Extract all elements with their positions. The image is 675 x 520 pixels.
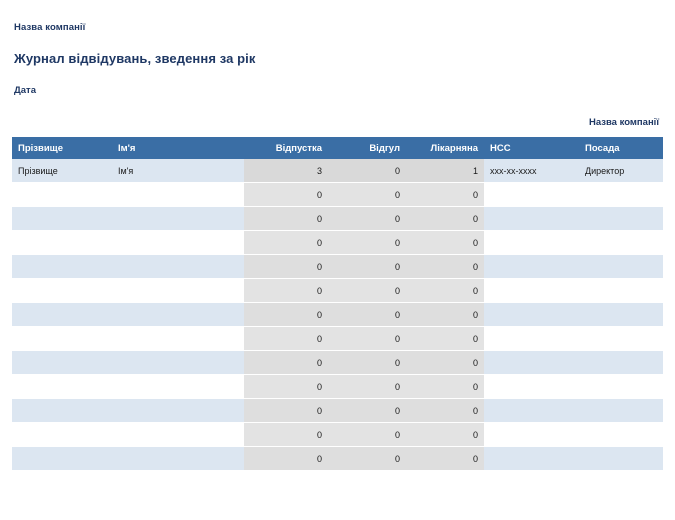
table-row[interactable] (12, 351, 663, 375)
cell-surname[interactable] (12, 399, 112, 423)
table-row[interactable] (12, 231, 663, 255)
column-header-vacation[interactable]: Відпустка (244, 137, 328, 159)
cell-position[interactable] (579, 423, 663, 447)
cell-timeoff[interactable]: 0 (328, 447, 406, 471)
cell-vacation[interactable]: 0 (244, 423, 328, 447)
cell-vacation[interactable]: 0 (244, 327, 328, 351)
table-row[interactable] (12, 183, 663, 207)
cell-ssn[interactable] (484, 375, 579, 399)
cell-vacation[interactable]: 3 (244, 159, 328, 183)
column-header-position[interactable]: Посада (579, 137, 663, 159)
company-name-top: Назва компанії (14, 22, 86, 33)
cell-surname[interactable] (12, 183, 112, 207)
cell-sick[interactable]: 0 (406, 231, 484, 255)
column-header-name[interactable]: Ім'я (112, 137, 244, 159)
cell-timeoff[interactable]: 0 (328, 279, 406, 303)
column-header-sick[interactable]: Лікарняна (406, 137, 484, 159)
cell-name[interactable] (112, 231, 244, 255)
cell-timeoff[interactable]: 0 (328, 423, 406, 447)
cell-sick[interactable]: 0 (406, 255, 484, 279)
cell-timeoff[interactable]: 0 (328, 231, 406, 255)
cell-name[interactable] (112, 183, 244, 207)
cell-sick[interactable]: 0 (406, 207, 484, 231)
table-row[interactable] (12, 375, 663, 399)
cell-timeoff[interactable]: 0 (328, 159, 406, 183)
cell-surname[interactable] (12, 303, 112, 327)
cell-ssn[interactable] (484, 423, 579, 447)
page-title: Журнал відвідувань, зведення за рік (14, 51, 256, 66)
cell-ssn[interactable] (484, 447, 579, 471)
cell-name[interactable] (112, 447, 244, 471)
company-name-right: Назва компанії (588, 117, 659, 128)
cell-sick[interactable]: 0 (406, 423, 484, 447)
cell-sick[interactable]: 0 (406, 303, 484, 327)
table-header-row (12, 137, 663, 159)
cell-timeoff[interactable]: 0 (328, 375, 406, 399)
cell-position[interactable] (579, 303, 663, 327)
date-label: Дата (14, 85, 36, 96)
cell-surname[interactable] (12, 255, 112, 279)
cell-sick[interactable]: 0 (406, 279, 484, 303)
cell-vacation[interactable]: 0 (244, 279, 328, 303)
cell-vacation[interactable]: 0 (244, 255, 328, 279)
cell-surname[interactable] (12, 327, 112, 351)
cell-name[interactable] (112, 423, 244, 447)
table-row[interactable] (12, 159, 663, 183)
table-row[interactable] (12, 303, 663, 327)
cell-ssn[interactable] (484, 327, 579, 351)
cell-ssn[interactable]: xxx-xx-xxxx (484, 159, 579, 183)
cell-ssn[interactable] (484, 303, 579, 327)
cell-timeoff[interactable]: 0 (328, 327, 406, 351)
table-row[interactable] (12, 279, 663, 303)
cell-ssn[interactable] (484, 207, 579, 231)
cell-timeoff[interactable]: 0 (328, 207, 406, 231)
cell-ssn[interactable] (484, 255, 579, 279)
cell-sick[interactable]: 0 (406, 447, 484, 471)
cell-position[interactable] (579, 375, 663, 399)
cell-position[interactable] (579, 255, 663, 279)
cell-timeoff[interactable]: 0 (328, 399, 406, 423)
cell-vacation[interactable]: 0 (244, 231, 328, 255)
table-row[interactable] (12, 423, 663, 447)
cell-ssn[interactable] (484, 231, 579, 255)
table-header (12, 137, 663, 159)
cell-position[interactable] (579, 231, 663, 255)
cell-name[interactable] (112, 207, 244, 231)
table-row[interactable] (12, 327, 663, 351)
cell-name[interactable]: Ім'я (112, 159, 244, 183)
table-body (12, 159, 663, 471)
cell-ssn[interactable] (484, 351, 579, 375)
table-row[interactable] (12, 447, 663, 471)
cell-timeoff[interactable]: 0 (328, 255, 406, 279)
column-header-timeoff[interactable]: Відгул (328, 137, 406, 159)
cell-vacation[interactable]: 0 (244, 303, 328, 327)
cell-timeoff[interactable]: 0 (328, 303, 406, 327)
cell-sick[interactable]: 1 (406, 159, 484, 183)
cell-vacation[interactable]: 0 (244, 447, 328, 471)
cell-vacation[interactable]: 0 (244, 351, 328, 375)
cell-vacation[interactable]: 0 (244, 183, 328, 207)
cell-surname[interactable] (12, 279, 112, 303)
column-header-ssn[interactable]: НСС (484, 137, 579, 159)
cell-sick[interactable]: 0 (406, 351, 484, 375)
cell-position[interactable] (579, 207, 663, 231)
cell-sick[interactable]: 0 (406, 327, 484, 351)
cell-name[interactable] (112, 351, 244, 375)
column-header-surname[interactable]: Прізвище (12, 137, 112, 159)
cell-surname[interactable] (12, 375, 112, 399)
cell-sick[interactable]: 0 (406, 375, 484, 399)
cell-surname[interactable] (12, 351, 112, 375)
table-row[interactable] (12, 207, 663, 231)
attendance-table (12, 137, 663, 471)
cell-name[interactable] (112, 255, 244, 279)
cell-ssn[interactable] (484, 183, 579, 207)
cell-surname[interactable] (12, 447, 112, 471)
cell-surname[interactable] (12, 207, 112, 231)
cell-timeoff[interactable]: 0 (328, 183, 406, 207)
cell-ssn[interactable] (484, 279, 579, 303)
table-row[interactable] (12, 255, 663, 279)
cell-position[interactable] (579, 399, 663, 423)
cell-position[interactable] (579, 279, 663, 303)
cell-ssn[interactable] (484, 399, 579, 423)
cell-position[interactable]: Директор (579, 159, 663, 183)
cell-name[interactable] (112, 399, 244, 423)
cell-position[interactable] (579, 447, 663, 471)
cell-name[interactable] (112, 375, 244, 399)
cell-vacation[interactable]: 0 (244, 375, 328, 399)
cell-vacation[interactable]: 0 (244, 399, 328, 423)
cell-name[interactable] (112, 327, 244, 351)
cell-vacation[interactable]: 0 (244, 207, 328, 231)
cell-position[interactable] (579, 351, 663, 375)
cell-name[interactable] (112, 279, 244, 303)
cell-surname[interactable]: Прізвище (12, 159, 112, 183)
cell-sick[interactable]: 0 (406, 399, 484, 423)
table-row[interactable] (12, 399, 663, 423)
cell-name[interactable] (112, 303, 244, 327)
cell-position[interactable] (579, 327, 663, 351)
cell-sick[interactable]: 0 (406, 183, 484, 207)
cell-surname[interactable] (12, 231, 112, 255)
cell-position[interactable] (579, 183, 663, 207)
cell-surname[interactable] (12, 423, 112, 447)
cell-timeoff[interactable]: 0 (328, 351, 406, 375)
